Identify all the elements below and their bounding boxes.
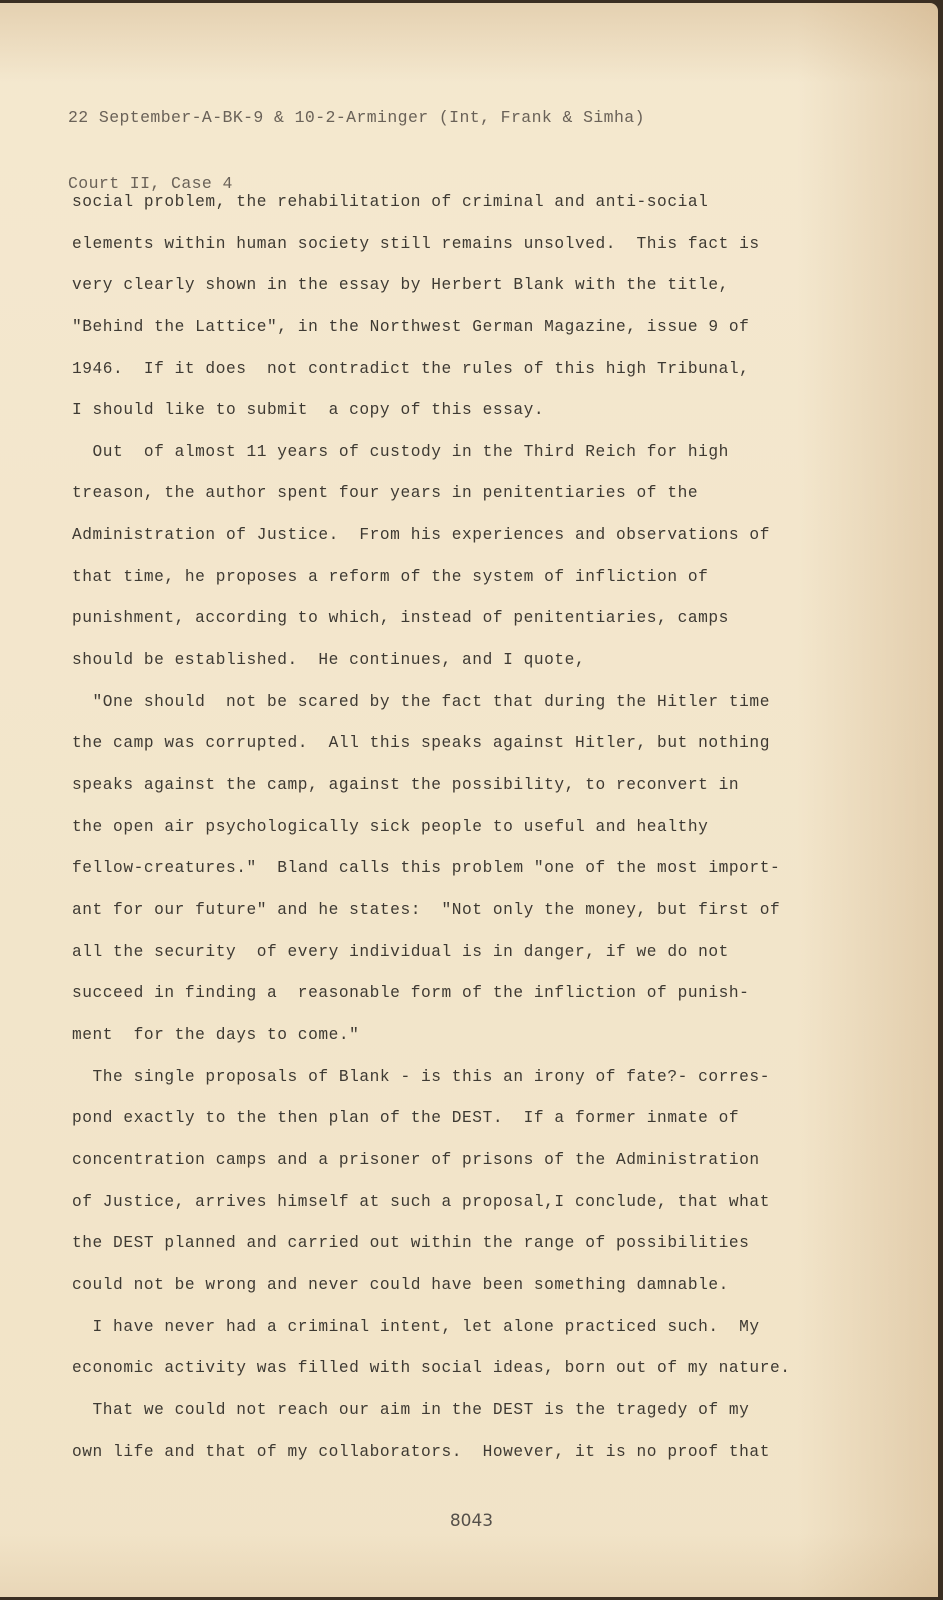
text-line: all the security of every individual is in danger, if we do not	[72, 943, 729, 961]
text-line: own life and that of my collaborators. However, it is no proof that	[72, 1443, 770, 1461]
text-line: should be established. He continues, and I quote,	[72, 651, 586, 669]
text-line: punishment, according to which, instead of penitentiaries, camps	[72, 609, 729, 627]
text-line: The single proposals of Blank - is this an irony of fate?- corres-	[72, 1068, 770, 1086]
text-line: pond exactly to the then plan of the DEST. If a former inmate of	[72, 1109, 740, 1127]
text-line: That we could not reach our aim in the DEST is the tragedy of my	[72, 1401, 750, 1419]
document-header	[68, 63, 645, 239]
text-line: ment for the days to come."	[72, 1026, 360, 1044]
text-line: that time, he proposes a reform of the system of infliction of	[72, 568, 709, 586]
text-line: speaks against the camp, against the possibility, to reconvert in	[72, 776, 740, 794]
text-line: treason, the author spent four years in penitentiaries of the	[72, 484, 699, 502]
text-line: social problem, the rehabilitation of criminal and anti-social	[72, 193, 709, 211]
text-line: the DEST planned and carried out within the range of possibilities	[72, 1234, 750, 1252]
header-line-2: Court II, Case 4	[68, 174, 233, 193]
text-line: could not be wrong and never could have been something damnable.	[72, 1276, 729, 1294]
text-line: succeed in finding a reasonable form of the infliction of punish-	[72, 984, 750, 1002]
text-line: Out of almost 11 years of custody in the Third Reich for high	[72, 443, 729, 461]
text-line: "One should not be scared by the fact that during the Hitler time	[72, 693, 770, 711]
text-line: I should like to submit a copy of this essay.	[72, 401, 545, 419]
page-number: 8043	[449, 1511, 494, 1531]
text-line: the open air psychologically sick people to useful and healthy	[72, 818, 709, 836]
text-line: I have never had a criminal intent, let alone practiced such. My	[72, 1318, 760, 1336]
text-line: fellow-creatures." Bland calls this problem "one of the most import-	[72, 859, 781, 877]
text-line: of Justice, arrives himself at such a proposal,I conclude, that what	[72, 1193, 770, 1211]
text-line: very clearly shown in the essay by Herbert Blank with the title,	[72, 276, 729, 294]
text-line: "Behind the Lattice", in the Northwest German Magazine, issue 9 of	[72, 318, 750, 336]
text-line: elements within human society still remains unsolved. This fact is	[72, 235, 760, 253]
document-page	[0, 3, 938, 1597]
text-line: 1946. If it does not contradict the rules of this high Tribunal,	[72, 360, 750, 378]
text-line: economic activity was filled with social ideas, born out of my nature.	[72, 1359, 791, 1377]
text-line: the camp was corrupted. All this speaks against Hitler, but nothing	[72, 734, 770, 752]
text-line: ant for our future" and he states: "Not only the money, but first of	[72, 901, 781, 919]
header-line-1: 22 September-A-BK-9 & 10-2-Arminger (Int, Frank & Simha)	[68, 108, 645, 127]
text-line: concentration camps and a prisoner of prisons of the Administration	[72, 1151, 760, 1169]
text-line: Administration of Justice. From his experiences and observations of	[72, 526, 770, 544]
